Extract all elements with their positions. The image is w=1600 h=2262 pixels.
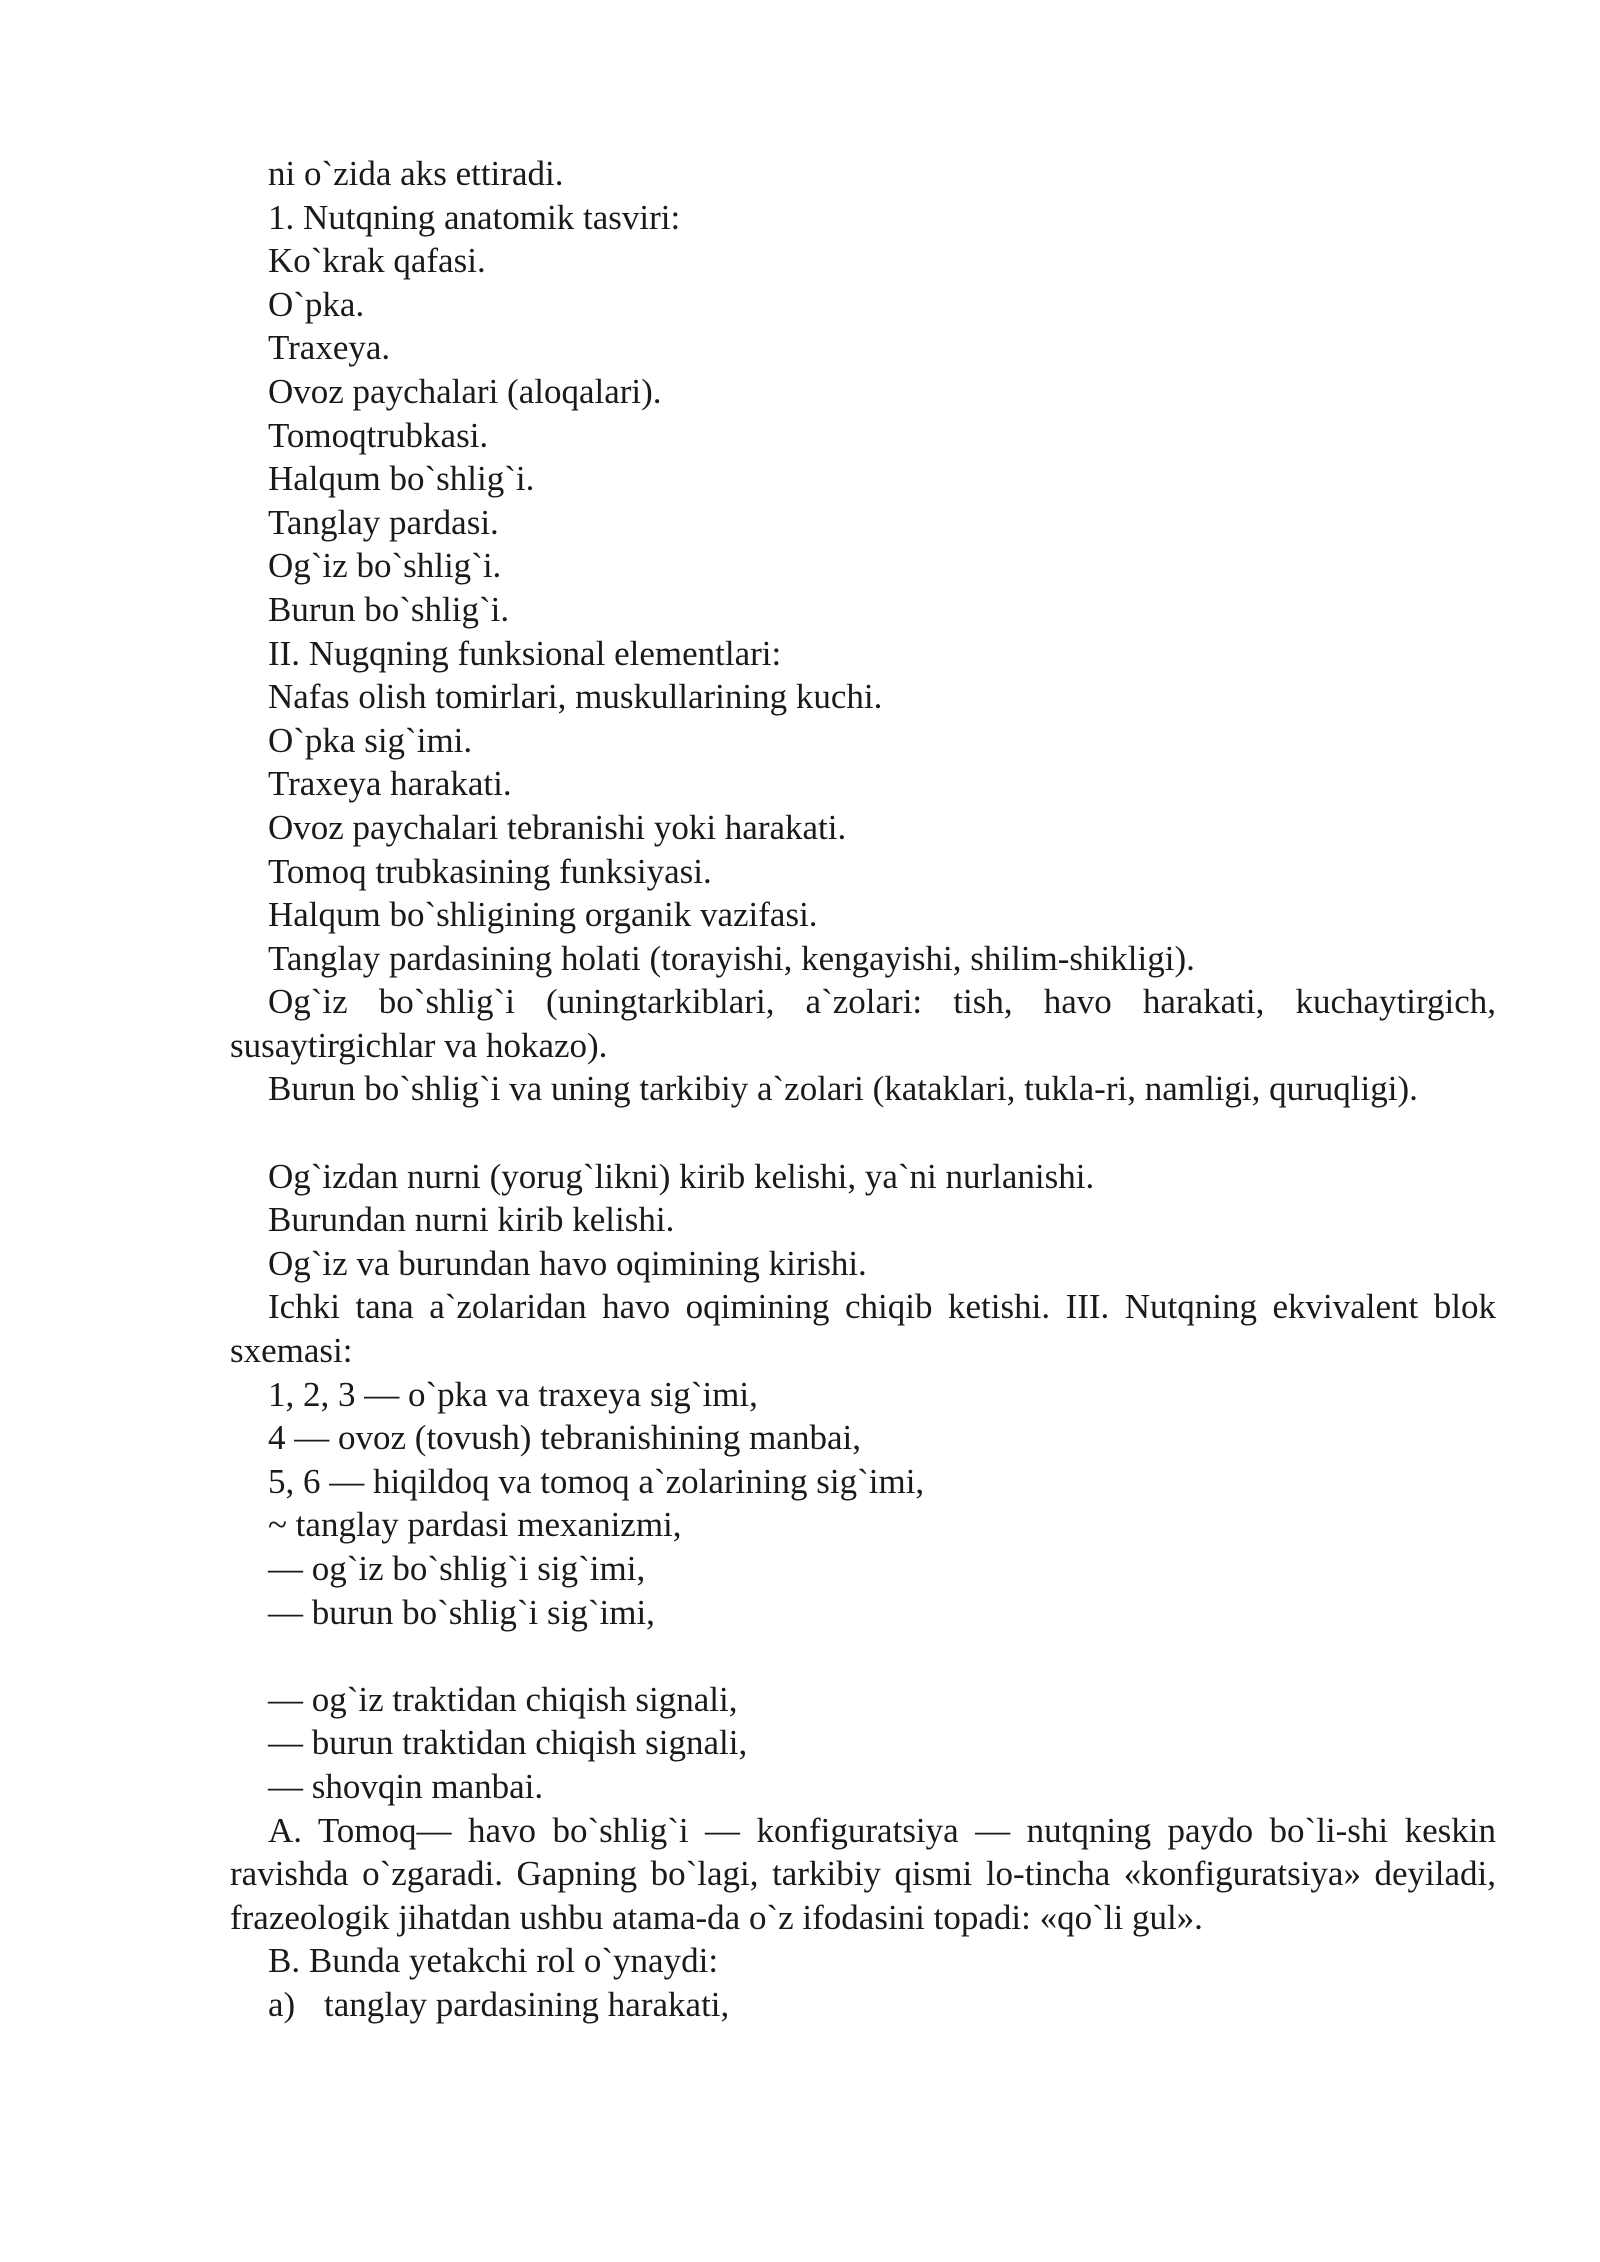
paragraph: Burun bo`shlig`i va uning tarkibiy a`zolari (kataklari, tukla-ri, namligi, quruqligi). (268, 1069, 1418, 1109)
list-item: Halqum bo`shlig`i. (268, 459, 535, 499)
list-item: Ko`krak qafasi. (268, 241, 486, 281)
scheme-item: — og`iz traktidan chiqish signali, (268, 1679, 738, 1719)
paragraph: A. Tomoq— havo bo`shlig`i — konfiguratsiya — nutqning paydo bo`li-shi keskin ravishda o`zgaradi. Gapning bo`lagi, tarkibiy qismi lo-tincha «konfiguratsiya» deyiladi, frazeologik jihatdan ushbu atama-da o`z ifodasini topadi: «qo`li gul». (230, 1810, 1496, 1937)
scheme-item: 4 — ovoz (tovush) tebranishining manbai, (268, 1418, 861, 1458)
paragraph: Og`iz bo`shlig`i (uningtarkiblari, a`zolari: tish, havo harakati, kuchaytirgich, susaytirgichlar va hokazo). (230, 982, 1496, 1065)
list-marker: a) (268, 1984, 296, 2024)
list-item: Halqum bo`shligining organik vazifasi. (268, 895, 818, 935)
scheme-item: — shovqin manbai. (268, 1766, 544, 1806)
scheme-item: ~ tanglay pardasi mexanizmi, (268, 1505, 682, 1545)
document-page (230, 152, 1496, 2027)
list-item: Traxeya. (268, 328, 391, 368)
list-item: Tomoq trubkasining funksiyasi. (268, 851, 712, 891)
list-item: Og`iz bo`shlig`i. (268, 546, 502, 586)
list-item: Tomoqtrubkasi. (268, 415, 489, 455)
list-item: Burun bo`shlig`i. (268, 589, 510, 629)
list-item: O`pka. (268, 284, 365, 324)
blank-line (230, 1111, 1496, 1155)
list-item: Ovoz paychalari (aloqalari). (268, 371, 662, 411)
list-item: Nafas olish tomirlari, muskullarining kuchi. (268, 677, 883, 717)
list-item: Burundan nurni kirib kelishi. (268, 1200, 675, 1240)
paragraph: Ichki tana a`zolaridan havo oqimining chiqib ketishi. III. Nutqning ekvivalent blok sxemasi: (230, 1287, 1496, 1371)
text-line: ni o`zida aks ettiradi. (268, 154, 564, 193)
list-item: O`pka sig`imi. (268, 720, 473, 760)
list-item: Ovoz paychalari tebranishi yoki harakati. (268, 807, 847, 847)
section-heading: 1. Nutqning anatomik tasviri: (268, 197, 681, 237)
paragraph: B. Bunda yetakchi rol o`ynaydi: (268, 1941, 719, 1981)
list-item: Traxeya harakati. (268, 764, 512, 804)
scheme-item: 5, 6 — hiqildoq va tomoq a`zolarining sig`imi, (268, 1461, 925, 1501)
list-item: Tanglay pardasining holati (torayishi, kengayishi, shilim-shikligi). (268, 938, 1195, 978)
list-item: Og`iz va burundan havo oqimining kirishi. (268, 1243, 867, 1283)
scheme-item: — og`iz bo`shlig`i sig`imi, (268, 1549, 646, 1588)
list-item: Tanglay pardasi. (268, 502, 499, 542)
list-item-text: tanglay pardasining harakati, (324, 1984, 730, 2024)
list-item-a (230, 1983, 1496, 2027)
scheme-item: 1, 2, 3 — o`pka va traxeya sig`imi, (268, 1374, 758, 1414)
list-item: Og`izdan nurni (yorug`likni) kirib kelishi, ya`ni nurlanishi. (268, 1156, 1095, 1196)
section-heading: II. Nugqning funksional elementlari: (268, 633, 782, 673)
scheme-item: — burun traktidan chiqish signali, (268, 1723, 748, 1763)
scheme-item: — burun bo`shlig`i sig`imi, (268, 1592, 655, 1632)
blank-line (230, 1634, 1496, 1678)
